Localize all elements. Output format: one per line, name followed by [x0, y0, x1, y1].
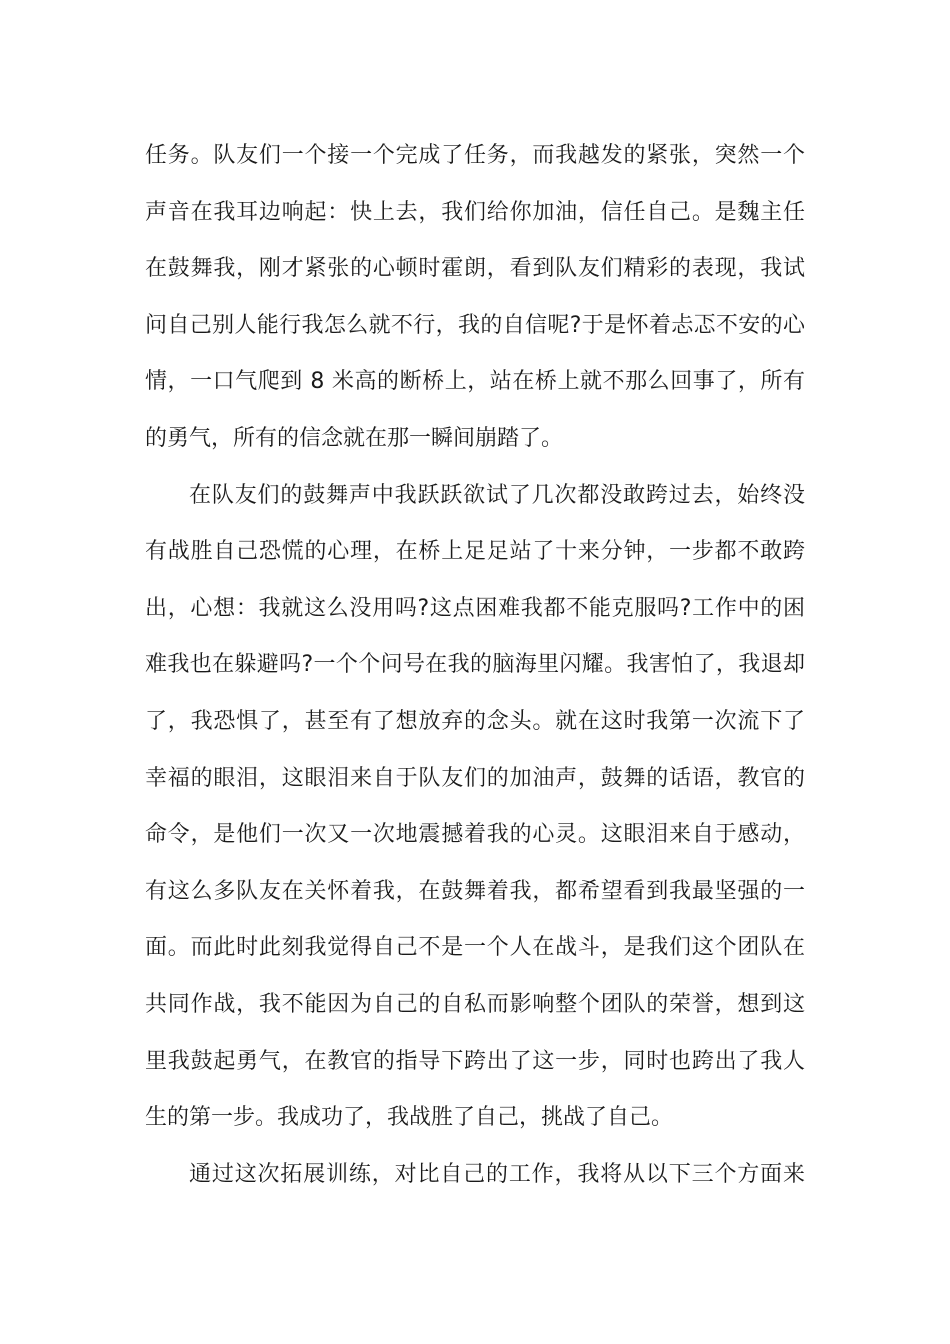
text-line: 在队友们的鼓舞声中我跃跃欲试了几次都没敢跨过去，始终没 — [189, 482, 805, 508]
text-line: 有这么多队友在关怀着我，在鼓舞着我，都希望看到我最坚强的一 — [145, 878, 805, 904]
text-line: 生的第一步。我成功了，我战胜了自己，挑战了自己。 — [145, 1105, 674, 1131]
text-line: 命令，是他们一次又一次地震撼着我的心灵。这眼泪来自于感动， — [145, 822, 805, 848]
paragraph-3 — [145, 1147, 805, 1204]
text-line: 情，一口气爬到 8 米高的断桥上，站在桥上就不那么回事了，所有 — [145, 369, 805, 395]
text-line: 了，我恐惧了，甚至有了想放弃的念头。就在这时我第一次流下了 — [145, 708, 805, 734]
text-line: 通过这次拓展训练，对比自己的工作，我将从以下三个方面来 — [189, 1161, 805, 1187]
text-line: 难我也在躲避吗?一个个问号在我的脑海里闪耀。我害怕了，我退却 — [145, 652, 805, 678]
text-line: 问自己别人能行我怎么就不行，我的自信呢?于是怀着忐忑不安的心 — [145, 312, 805, 338]
text-line: 出，心想：我就这么没用吗?这点困难我都不能克服吗?工作中的困 — [145, 595, 805, 621]
text-line: 的勇气，所有的信念就在那一瞬间崩踏了。 — [145, 425, 564, 451]
text-line: 在鼓舞我，刚才紧张的心顿时霍朗，看到队友们精彩的表现，我试 — [145, 256, 805, 282]
text-line: 面。而此时此刻我觉得自己不是一个人在战斗，是我们这个团队在 — [145, 935, 805, 961]
paragraph-1 — [145, 128, 805, 468]
text-line: 声音在我耳边响起：快上去，我们给你加油，信任自己。是魏主任 — [145, 199, 805, 225]
document-body — [145, 128, 805, 1203]
text-line: 幸福的眼泪，这眼泪来自于队友们的加油声，鼓舞的话语，教官的 — [145, 765, 805, 791]
text-line: 里我鼓起勇气，在教官的指导下跨出了这一步，同时也跨出了我人 — [145, 1048, 805, 1074]
text-line: 有战胜自己恐慌的心理，在桥上足足站了十来分钟，一步都不敢跨 — [145, 539, 805, 565]
paragraph-2 — [145, 468, 805, 1147]
text-line: 任务。队友们一个接一个完成了任务，而我越发的紧张，突然一个 — [145, 143, 805, 168]
text-line: 共同作战，我不能因为自己的自私而影响整个团队的荣誉，想到这 — [145, 991, 805, 1017]
